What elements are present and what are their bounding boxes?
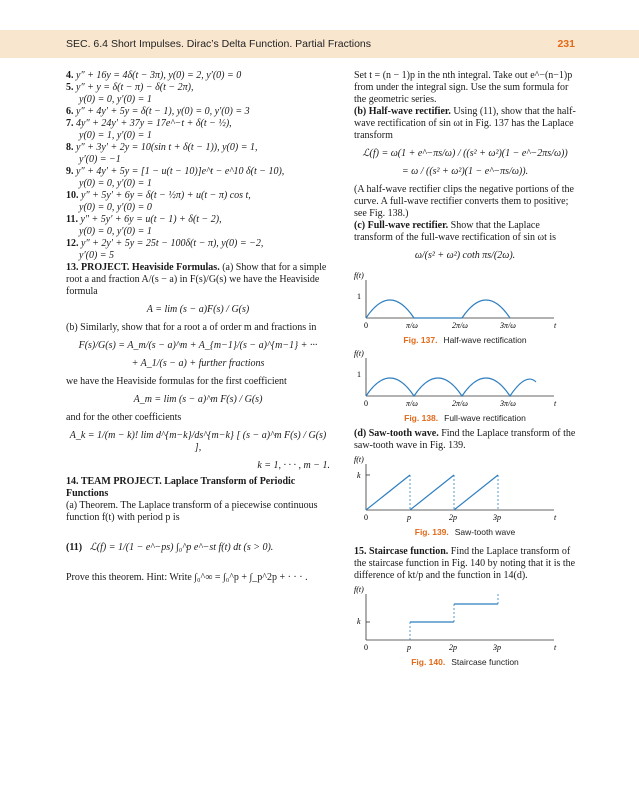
fig140-xtick-1: p: [407, 643, 411, 652]
problem-10-cond: y(0) = 0, y′(0) = 0: [79, 202, 152, 213]
problem-14-c: (c) Full-wave rectifier. Show that the Laplace transform of the full-wave rectification of sin ωt is: [354, 220, 557, 243]
problem-13-c: and for the other coefficients: [66, 412, 182, 423]
fig140-xtick-t: t: [554, 643, 557, 652]
problem-11-cond: y(0) = 0, y′(0) = 1: [79, 226, 152, 237]
partial-fractions-2: + A_1/(s − a) + further fractions: [131, 358, 265, 369]
problem-7: 7. 4y″ + 24y′ + 37y = 17e^−t + δ(t − ½),: [66, 118, 232, 129]
fig139-ytick: k: [357, 471, 361, 480]
problem-12-cond: y′(0) = 5: [79, 250, 115, 261]
problem-14-b: (b) Half-wave rectifier. Using (11), show that the half-wave rectification of sin ωt in Fig. 137 has the Laplace transform: [354, 106, 576, 141]
rectifier-note: (A half-wave rectifier clips the negative portions of the curve. A full-wave rectifier converts them to positive; see Fig. 138.): [354, 184, 574, 219]
half-wave-eq-2: = ω / ((s² + ω²)(1 − e^−πs/ω)).: [401, 166, 529, 177]
page-number: 231: [557, 38, 575, 50]
problem-13-b2: we have the Heaviside formulas for the first coefficient: [66, 376, 287, 387]
problem-8-cond: y′(0) = −1: [79, 154, 121, 165]
problem-6: 6. y″ + 4y′ + 5y = δ(t − 1), y(0) = 0, y′(0) = 3: [66, 106, 250, 117]
fig139-sawtooth: [366, 475, 498, 510]
problem-8: 8. y″ + 3y′ + 2y = 10(sin t + δ(t − 1)), y(0) = 1,: [66, 142, 258, 153]
problem-14-title: 14. TEAM PROJECT. Laplace Transform of Periodic Functions: [66, 476, 296, 499]
fig137-ylabel: f(t): [354, 271, 364, 280]
problem-5-cond: y(0) = 0, y′(0) = 1: [79, 94, 152, 105]
fig137-ytick: 1: [357, 292, 361, 301]
heaviside-formula-other: A_k = 1/(m − k)! lim d^{m−k}/ds^{m−k} [ (s − a)^m F(s) / G(s) ],: [69, 430, 327, 453]
fig137-curve: [366, 300, 510, 318]
fig137-xtick-t: t: [554, 321, 557, 330]
fig139-xtick-3: 3p: [493, 513, 501, 522]
half-wave-eq-1: ℒ(f) = ω(1 + e^−πs/ω) / ((s² + ω²)(1 − e^−2πs/ω)): [362, 148, 568, 159]
fig138-xtick-0: 0: [364, 399, 368, 408]
fig140-xtick-0: 0: [364, 643, 368, 652]
fig138-curve: [366, 378, 536, 396]
fig139-xtick-0: 0: [364, 513, 368, 522]
problem-12: 12. y″ + 2y′ + 5y = 25t − 100δ(t − π), y(0) = −2,: [66, 238, 264, 249]
fig-137-caption: Fig. 137. Half-wave rectification: [403, 335, 527, 345]
fig-137-plot: [354, 268, 576, 330]
full-wave-eq: ω/(s² + ω²) coth πs/(2ω).: [414, 250, 516, 261]
fig137-xtick-3: 3π/ω: [500, 321, 516, 330]
problem-13: 13. PROJECT. Heaviside Formulas. (a) Show that for a simple root a and fraction A/(s − a) in F(s)/G(s) we have the Heaviside formula: [66, 262, 327, 297]
problem-9: 9. y″ + 4y′ + 5y = [1 − u(t − 10)]e^t − e^10 δ(t − 10),: [66, 166, 285, 177]
problem-13-b: (b) Similarly, show that for a root a of order m and fractions in: [66, 322, 317, 333]
fig139-xtick-2: 2p: [449, 513, 457, 522]
right-set-text: Set t = (n − 1)p in the nth integral. Take out e^−(n−1)p from under the integral sign. Use the sum formula for the geometric series.: [354, 70, 573, 105]
heaviside-formula-a: A = lim (s − a)F(s) / G(s): [146, 304, 250, 315]
fig138-xtick-3: 3π/ω: [500, 399, 516, 408]
equation-11: (11) ℒ(f) = 1/(1 − e^−ps) ∫₀^p e^−st f(t) dt (s > 0).: [66, 542, 274, 553]
fig-139-plot: [354, 452, 576, 522]
problem-15: 15. Staircase function. Find the Laplace transform of the staircase function in Fig. 140 by noting that it is the difference of kt/p and the function in 14(d).: [354, 546, 576, 581]
problem-5: 5. y″ + y = δ(t − π) − δ(t − 2π),: [66, 82, 194, 93]
problem-14-a: (a) Theorem. The Laplace transform of a piecewise continuous function f(t) with period p is: [66, 500, 318, 523]
section-title: SEC. 6.4 Short Impulses. Dirac’s Delta Function. Partial Fractions: [66, 38, 372, 50]
problem-11: 11. y″ + 5y′ + 6y = u(t − 1) + δ(t − 2),: [66, 214, 222, 225]
problem-14-d: (d) Saw-tooth wave. Find the Laplace transform of the saw-tooth wave in Fig. 139.: [354, 428, 576, 451]
fig138-ytick: 1: [357, 370, 361, 379]
fig138-xtick-2: 2π/ω: [452, 399, 468, 408]
partial-fractions-1: F(s)/G(s) = A_m/(s − a)^m + A_{m−1}/(s − a)^{m−1} + ···: [78, 340, 318, 351]
fig140-risers: [410, 594, 498, 640]
fig-139-caption: Fig. 139. Saw-tooth wave: [414, 527, 516, 537]
fig139-xtick-t: t: [554, 513, 557, 522]
fig140-ylabel: f(t): [354, 585, 364, 594]
fig-138-plot: [354, 346, 576, 408]
heaviside-formula-first: A_m = lim (s − a)^m F(s) / G(s): [133, 394, 263, 405]
fig139-xtick-1: p: [407, 513, 411, 522]
fig139-ylabel: f(t): [354, 455, 364, 464]
fig137-xtick-0: 0: [364, 321, 368, 330]
problem-14-hint: Prove this theorem. Hint: Write ∫₀^∞ = ∫₀^p + ∫_p^2p + · · · .: [66, 572, 308, 583]
problem-9-cond: y(0) = 0, y′(0) = 1: [79, 178, 152, 189]
fig137-xtick-1: π/ω: [406, 321, 418, 330]
fig140-ytick: k: [357, 617, 361, 626]
fig140-xtick-3: 3p: [493, 643, 501, 652]
fig139-drops: [410, 475, 498, 510]
fig138-xtick-1: π/ω: [406, 399, 418, 408]
right-column: [354, 70, 576, 668]
fig-140-plot: [354, 582, 576, 652]
fig-140-caption: Fig. 140. Staircase function: [411, 657, 519, 667]
problem-7-cond: y(0) = 1, y′(0) = 1: [79, 130, 152, 141]
fig140-xtick-2: 2p: [449, 643, 457, 652]
problem-10: 10. y″ + 5y′ + 6y = δ(t − ½π) + u(t − π) cos t,: [66, 190, 251, 201]
left-column: [66, 70, 330, 584]
fig138-xtick-t: t: [554, 399, 557, 408]
fig138-ylabel: f(t): [354, 349, 364, 358]
fig-138-caption: Fig. 138. Full-wave rectification: [404, 413, 526, 423]
heaviside-range: k = 1, · · · , m − 1.: [257, 460, 330, 471]
problem-4: 4. y″ + 16y = 4δ(t − 3π), y(0) = 2, y′(0) = 0: [66, 70, 242, 81]
fig137-xtick-2: 2π/ω: [452, 321, 468, 330]
